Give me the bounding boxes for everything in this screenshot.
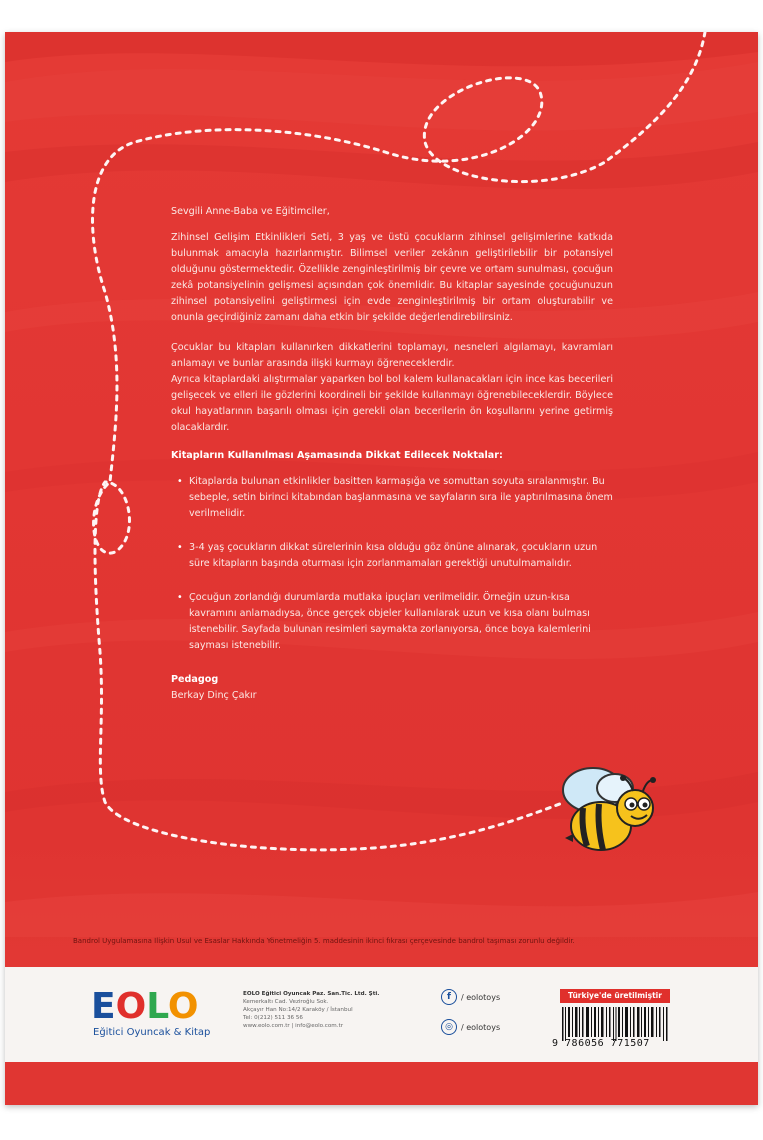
note-item: • Kitaplarda bulunan etkinlikler basitten karmaşığa ve somuttan soyuta sıralanmıştır. Bu sebeple, setin birinci kitabından başlanmasına ve sayfaların sıra ile yaptırılmasına önem verilmelidir.	[189, 474, 613, 522]
made-in-turkey-badge: Türkiye'de üretilmiştir	[560, 989, 670, 1003]
bandrol-disclaimer: Bandrol Uygulamasına İlişkin Usul ve Esaslar Hakkında Yönetmeliğin 5. maddesinin ikinci fıkrası çerçevesinde bandrol taşıması zorunlu değildir.	[73, 937, 575, 945]
isbn-number: 9 786056 771507	[552, 1038, 650, 1049]
pedagog-title: Pedagog	[171, 674, 219, 685]
logo-tagline: Eğitici Oyuncak & Kitap	[93, 1027, 211, 1038]
logo-letter: O	[115, 986, 147, 1027]
salutation: Sevgili Anne-Baba ve Eğitimciler,	[171, 206, 330, 217]
skills-paragraph: Çocuklar bu kitapları kullanırken dikkatlerini toplamayı, nesneleri algılamayı, kavramları anlamayı ve bunlar arasında ilişki kurmayı öğreneceklerdir.	[171, 342, 613, 369]
instagram-icon: ◎	[441, 1019, 457, 1035]
address-line: Akçayır Han No:14/2 Karaköy / İstanbul	[243, 1007, 353, 1013]
company-info	[243, 990, 413, 1030]
eolo-logo	[91, 986, 231, 1027]
barcode	[560, 1007, 670, 1041]
motor-skills-paragraph: Ayrıca kitaplardaki alıştırmalar yaparken bol bol kalem kullanacakları için ince kas becerileri gelişecek ve elleri ile gözlerini koordineli bir şekilde kullanmayı öğrenebileceklerdir. Böylece okul hayatlarının başarılı olması için gerekli olan becerilerin ön koşullarını yerine getirmiş olacaklardır.	[171, 374, 613, 433]
address-line: Kemerkaltı Cad. Veziroğlu Sok.	[243, 999, 329, 1005]
publisher-footer	[5, 967, 758, 1062]
note-item: • Çocuğun zorlandığı durumlarda mutlaka ipuçları verilmelidir. Örneğin uzun-kısa kavramını anlamadıysa, önce gerçek objeler kullanılarak uzun ve kısa olanı bulması istenebilir. Sayfada bulunan resimleri saymakta zorlanıyorsa, önce boya kalemlerini sayması istenebilir.	[189, 590, 613, 654]
notes-heading: Kitapların Kullanılması Aşamasında Dikkat Edilecek Noktalar:	[171, 450, 503, 461]
notes-list	[171, 474, 613, 654]
facebook-handle	[441, 989, 500, 1005]
logo-letter: E	[91, 986, 116, 1027]
parent-letter	[171, 204, 613, 704]
address-line: Tel: 0(212) 511 36 56	[243, 1015, 303, 1021]
instagram-label: / eolotoys	[461, 1022, 501, 1032]
instagram-handle	[441, 1019, 500, 1035]
logo-letter: O	[167, 986, 199, 1027]
intro-paragraph: Zihinsel Gelişim Etkinlikleri Seti, 3 yaş ve üstü çocukların zihinsel gelişimlerine katkıda bulunmak amacıyla hazırlanmıştır. Bilimsel veriler zekânın geliştirilebilir bir potansiyel olduğunu göstermektedir. Özellikle zenginleştirilmiş bir çevre ve ortam sunulması, çocuğun zekâ potansiyelinin gelişmesi açısından çok önemlidir. Bu kitaplar sayesinde çocuğunuzun zihinsel potansiyelini geliştirmesi için evde zenginleştirilmiş bir ortam oluşturabilir ve onunla geçirdiğiniz zamanı daha etkin bir şekilde değerlendirebilirsiniz.	[171, 232, 613, 323]
facebook-icon: f	[441, 989, 457, 1005]
address-line: www.eolo.com.tr | info@eolo.com.tr	[243, 1023, 343, 1029]
bee-illustration	[553, 758, 663, 858]
company-name: EOLO Eğitici Oyuncak Paz. San.Tic. Ltd. Şti.	[243, 991, 380, 997]
logo-letter: L	[146, 986, 168, 1027]
bottom-red-band	[5, 1062, 758, 1105]
note-item: • 3-4 yaş çocukların dikkat sürelerinin kısa olduğu göz önüne alınarak, çocukların uzun süre kitapların başında oturması için zorlanmamaları gerektiği unutulmamalıdır.	[189, 540, 613, 572]
book-back-cover	[5, 32, 758, 1105]
facebook-label: / eolotoys	[461, 992, 501, 1002]
pedagog-name: Berkay Dinç Çakır	[171, 690, 257, 701]
